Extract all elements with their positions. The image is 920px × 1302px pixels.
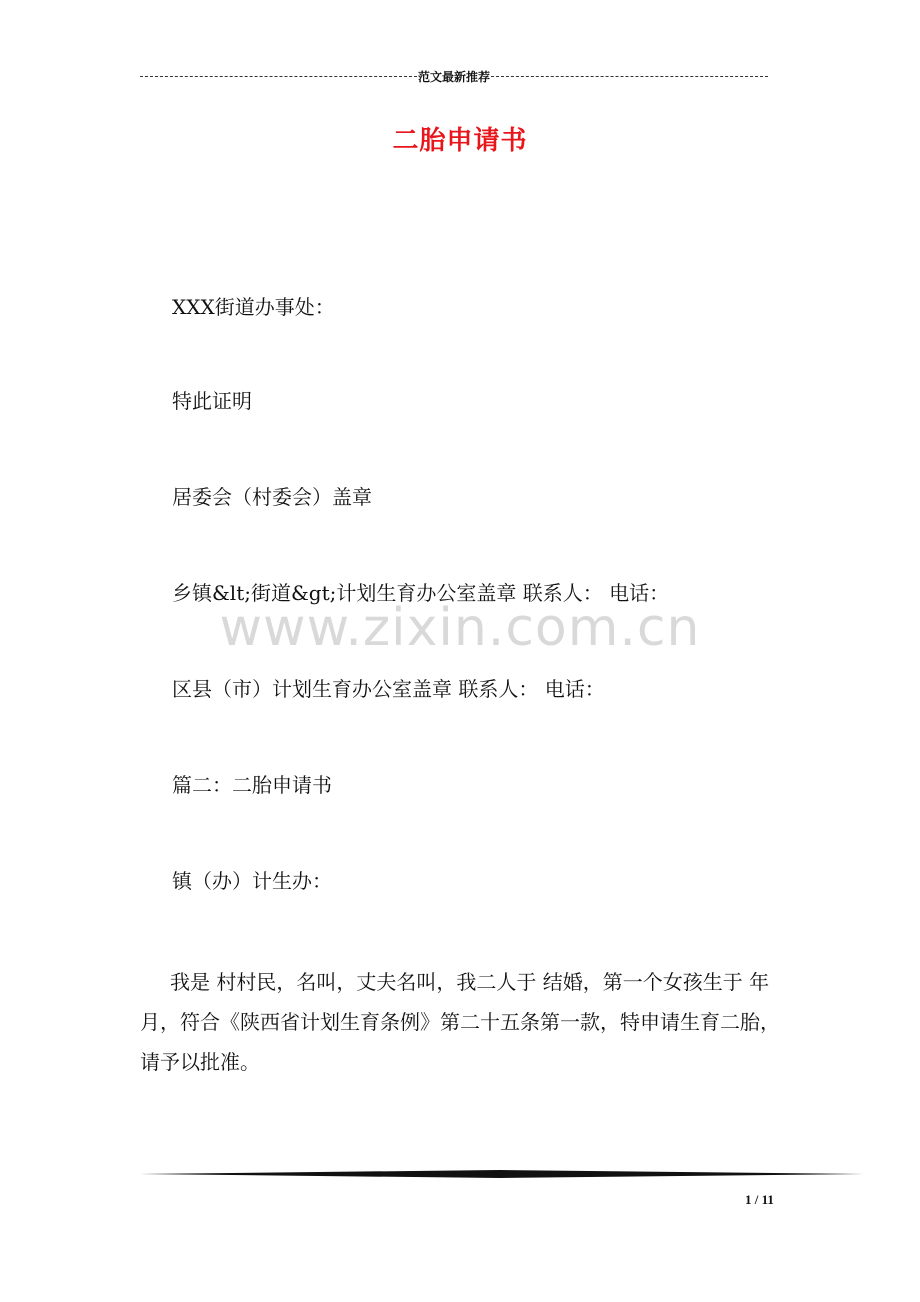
section-heading: 篇二：二胎申请书 xyxy=(172,773,332,797)
township-seal-line: 乡镇&lt;街道&gt;计划生育办公室盖章 联系人： 电话： xyxy=(172,581,670,605)
page-number: 1 / 11 xyxy=(745,1192,774,1207)
watermark: www.zixin.com.cn xyxy=(219,598,701,658)
salutation-line: XXX街道办事处： xyxy=(172,295,335,319)
page-header xyxy=(140,68,768,85)
committee-seal-line: 居委会（村委会）盖章 xyxy=(172,485,372,509)
header-dash-right xyxy=(491,76,768,77)
document-title: 二胎申请书 xyxy=(392,126,528,156)
application-paragraph: 我是 村村民，名叫，丈夫名叫，我二人于 结婚，第一个女孩生于 年 月，符合《陕西省计划生育条例》第二十五条第一款，特申请生育二胎，请予以批准。 xyxy=(140,970,780,1074)
certification-line: 特此证明 xyxy=(172,389,252,413)
county-seal-line: 区县（市）计划生育办公室盖章 联系人： 电话： xyxy=(172,677,605,701)
header-dash-left xyxy=(140,76,417,77)
recipient-line: 镇（办）计生办： xyxy=(172,869,332,893)
footer-rule xyxy=(140,1168,864,1180)
header-text: 范文最新推荐 xyxy=(418,70,491,84)
